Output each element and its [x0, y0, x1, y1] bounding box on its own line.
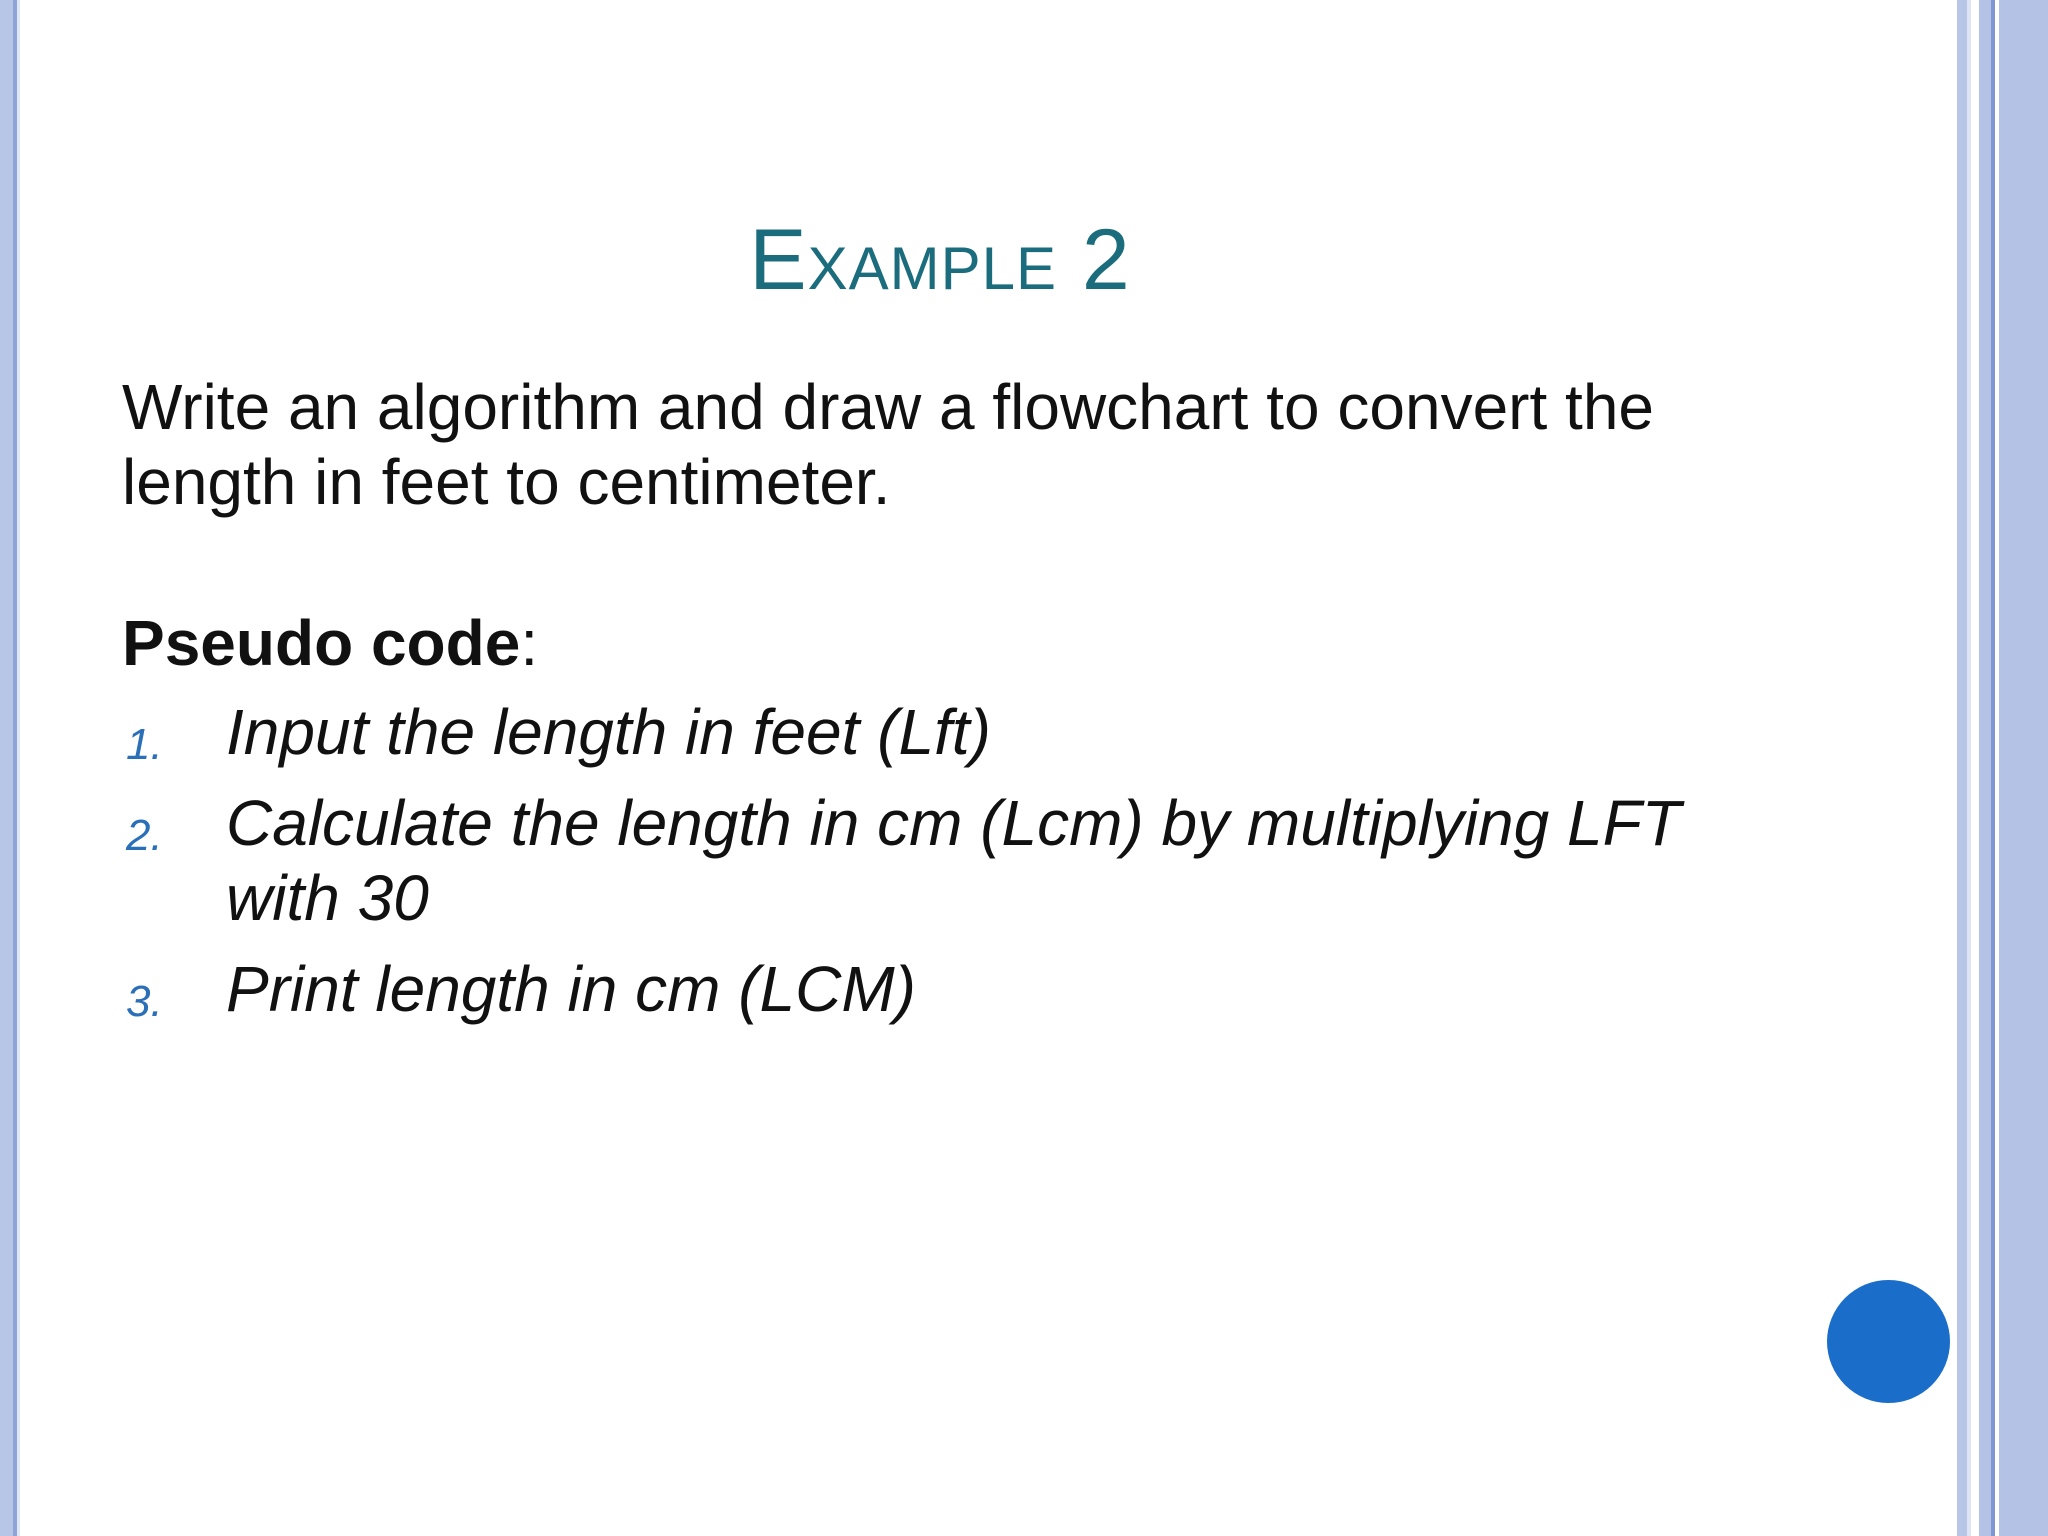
problem-statement: Write an algorithm and draw a flowchart to convert the length in feet to centimeter.: [122, 371, 1654, 518]
pseudo-code-steps: [122, 695, 1742, 1043]
step-text: Input the length in feet (Lft): [226, 696, 991, 768]
slide-nav-dot-button[interactable]: [1827, 1280, 1950, 1403]
step-number: 1.: [126, 720, 163, 769]
right-border-stripe-3: [1979, 0, 1991, 1536]
step-number: 2.: [126, 811, 163, 860]
list-item: [122, 786, 1742, 936]
pseudo-code-heading: [122, 606, 538, 681]
pseudo-code-label: Pseudo code: [122, 607, 521, 679]
right-border-stripe-1: [1957, 0, 1967, 1536]
pseudo-code-colon: :: [520, 607, 539, 679]
slide-title: Example 2: [749, 212, 1131, 308]
step-number: 3.: [126, 977, 163, 1026]
list-item: [122, 952, 1742, 1027]
step-text: Print length in cm (LCM): [226, 953, 916, 1025]
step-text: Calculate the length in cm (Lcm) by multiplying LFT with 30: [226, 787, 1681, 934]
list-item: [122, 695, 1742, 770]
right-border-gap: [1971, 0, 1979, 1536]
right-border-stripe-4: [1999, 0, 2048, 1536]
